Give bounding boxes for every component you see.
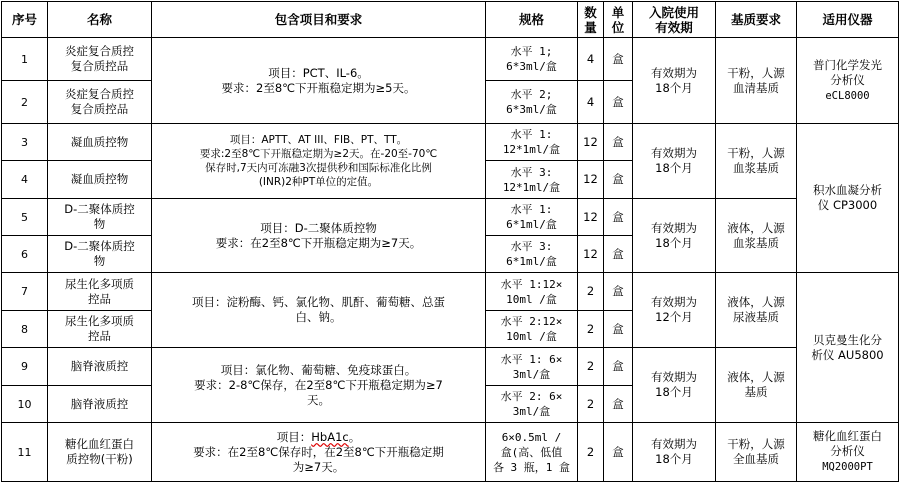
validity-cell: 有效期为 18个月 [633, 38, 716, 124]
matrix-cell: 干粉，人源 血清基质 [716, 38, 797, 124]
row-name: 炎症复合质控 复合质控品 [48, 38, 152, 81]
header-name: 名称 [48, 2, 152, 38]
row-spec: 水平 3: 12*1ml/盒 [486, 161, 578, 199]
row-qty: 12 [578, 124, 604, 161]
instrument-cell: 积水血凝分析 仪 CP3000 [797, 124, 899, 273]
items-requirements-cell: 项目：淀粉酶、钙、氯化物、肌酐、葡萄糖、总蛋 白、钠。 [152, 273, 486, 348]
row-unit: 盒 [604, 38, 633, 81]
row-spec: 水平 1; 6*3ml/盒 [486, 38, 578, 81]
row-unit: 盒 [604, 423, 633, 482]
row-name: 糖化血红蛋白 质控物(干粉) [48, 423, 152, 482]
row-name: 凝血质控物 [48, 124, 152, 161]
row-spec: 水平 1: 6*1ml/盒 [486, 199, 578, 236]
row-unit: 盒 [604, 161, 633, 199]
row-unit: 盒 [604, 273, 633, 311]
table-row [2, 348, 899, 386]
row-unit: 盒 [604, 236, 633, 273]
row-spec: 水平 1:12× 10ml /盒 [486, 273, 578, 311]
spellcheck-term: HbA1c [311, 429, 349, 444]
row-spec: 水平 1: 6× 3ml/盒 [486, 348, 578, 386]
header-items: 包含项目和要求 [152, 2, 486, 38]
row-qty: 2 [578, 423, 604, 482]
row-seq: 3 [2, 124, 48, 161]
instrument-cell: 普门化学发光 分析仪 eCL8000 [797, 38, 899, 124]
row-qty: 2 [578, 386, 604, 423]
row-seq: 7 [2, 273, 48, 311]
row-qty: 12 [578, 161, 604, 199]
row-unit: 盒 [604, 386, 633, 423]
validity-cell: 有效期为 18个月 [633, 124, 716, 199]
row-seq: 5 [2, 199, 48, 236]
instrument-cell: 糖化血红蛋白 分析仪 MQ2000PT [797, 423, 899, 482]
row-seq: 9 [2, 348, 48, 386]
row-spec: 水平 3: 6*1ml/盒 [486, 236, 578, 273]
row-seq: 10 [2, 386, 48, 423]
items-requirements-cell: 项目：氯化物、葡萄糖、免疫球蛋白。 要求：2-8℃保存，在2至8℃下开瓶稳定期为≥7 天。 [152, 348, 486, 423]
row-name: 尿生化多项质 控品 [48, 273, 152, 311]
items-requirements-cell: 项目：D-二聚体质控物 要求：在2至8℃下开瓶稳定期为≥7天。 [152, 199, 486, 273]
validity-cell: 有效期为 12个月 [633, 273, 716, 348]
row-name: 凝血质控物 [48, 161, 152, 199]
items-requirements-cell: 项目：PCT、IL-6。 要求：2至8℃下开瓶稳定期为≥5天。 [152, 38, 486, 124]
matrix-cell: 干粉，人源 全血基质 [716, 423, 797, 482]
row-qty: 2 [578, 273, 604, 311]
matrix-cell: 液体，人源 尿液基质 [716, 273, 797, 348]
row-name: D-二聚体质控 物 [48, 236, 152, 273]
row-spec: 水平 1: 12*1ml/盒 [486, 124, 578, 161]
header-matrix: 基质要求 [716, 2, 797, 38]
row-qty: 2 [578, 311, 604, 348]
row-seq: 2 [2, 81, 48, 124]
matrix-cell: 液体，人源 基质 [716, 348, 797, 423]
header-instrument: 适用仪器 [797, 2, 899, 38]
row-qty: 2 [578, 348, 604, 386]
validity-cell: 有效期为 18个月 [633, 199, 716, 273]
table-row [2, 273, 899, 311]
header-seq: 序号 [2, 2, 48, 38]
matrix-cell: 液体，人源 血浆基质 [716, 199, 797, 273]
matrix-cell: 干粉，人源 血浆基质 [716, 124, 797, 199]
header-unit: 单 位 [604, 2, 633, 38]
row-spec: 水平 2; 6*3ml/盒 [486, 81, 578, 124]
row-seq: 6 [2, 236, 48, 273]
row-seq: 4 [2, 161, 48, 199]
row-name: 脑脊液质控 [48, 386, 152, 423]
header-validity: 入院使用 有效期 [633, 2, 716, 38]
row-qty: 12 [578, 236, 604, 273]
row-seq: 8 [2, 311, 48, 348]
row-seq: 1 [2, 38, 48, 81]
row-unit: 盒 [604, 81, 633, 124]
instrument-cell: 贝克曼生化分 析仪 AU5800 [797, 273, 899, 423]
table-row [2, 199, 899, 236]
row-spec: 水平 2: 6× 3ml/盒 [486, 386, 578, 423]
row-unit: 盒 [604, 348, 633, 386]
validity-cell: 有效期为 18个月 [633, 423, 716, 482]
row-name: 炎症复合质控 复合质控品 [48, 81, 152, 124]
row-qty: 4 [578, 38, 604, 81]
row-unit: 盒 [604, 199, 633, 236]
table-row [2, 38, 899, 81]
row-unit: 盒 [604, 124, 633, 161]
row-name: D-二聚体质控 物 [48, 199, 152, 236]
row-name: 脑脊液质控 [48, 348, 152, 386]
table-row [2, 124, 899, 161]
header-qty: 数 量 [578, 2, 604, 38]
row-qty: 12 [578, 199, 604, 236]
table-row [2, 423, 899, 482]
row-seq: 11 [2, 423, 48, 482]
row-spec: 6×0.5ml / 盒(高、低值 各 3 瓶，1 盒 [486, 423, 578, 482]
items-requirements-cell: 项目：HbA1c。 要求：在2至8℃保存时，在2至8℃下开瓶稳定期 为≥7天。 [152, 423, 486, 482]
items-requirements-cell: 项目：APTT、AT III、FIB、PT、TT。 要求:2至8℃下开瓶稳定期为≥2天。在-20至-70℃ 保存时,7天内可冻融3次提供秒和国际标准化比例 (INR)2种PT单位的定值。 [152, 124, 486, 199]
row-name: 尿生化多项质 控品 [48, 311, 152, 348]
header-row [2, 2, 899, 38]
procurement-table [1, 1, 899, 482]
row-unit: 盒 [604, 311, 633, 348]
header-spec: 规格 [486, 2, 578, 38]
row-spec: 水平 2:12× 10ml /盒 [486, 311, 578, 348]
validity-cell: 有效期为 18个月 [633, 348, 716, 423]
row-qty: 4 [578, 81, 604, 124]
